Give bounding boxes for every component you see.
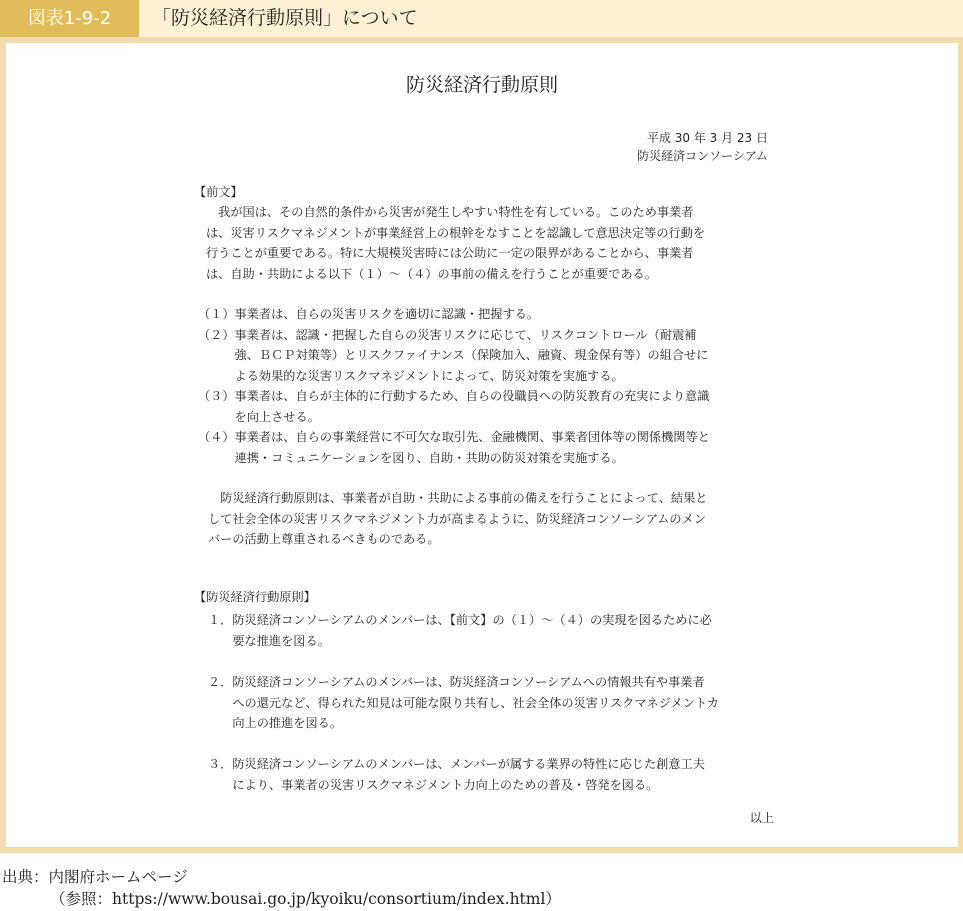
preamble-line: は、自助・共助による以下（１）～（４）の事前の備えを行うことが重要である。	[206, 266, 657, 281]
source-citation	[2, 866, 561, 910]
preamble-item-1	[198, 304, 710, 325]
preamble-line: 行うことが重要である。特に大規模災害時には公助に一定の限界があることから、事業者	[206, 246, 694, 260]
preamble-paragraph	[206, 202, 705, 284]
principle-line: ３．防災経済コンソーシアムのメンバーは、メンバーが属する業界の特性に応じた創意工夫	[208, 757, 705, 771]
principle-2	[208, 672, 719, 734]
preamble-item-line: 強、ＢＣＰ対策等）とリスクファイナンス（保険加入、融資、現金保有等）の組合せに	[198, 348, 709, 362]
source-reference-url: （参照：https://www.bousai.go.jp/kyoiku/consortium/index.html）	[50, 890, 561, 908]
document-page	[6, 43, 958, 847]
principle-line: ２．防災経済コンソーシアムのメンバーは、防災経済コンソーシアムへの情報共有や事業者	[208, 675, 705, 689]
principle-line: 要な推進を図る。	[208, 633, 330, 648]
preamble-item-line: よる効果的な災害リスクマネジメントによって、防災対策を実施する。	[198, 368, 624, 383]
source-line: 出典：内閣府ホームページ	[2, 868, 188, 886]
preamble-item-3	[198, 386, 710, 427]
preamble-item-line: を向上させる。	[198, 409, 320, 424]
preamble-item-line: 連携・コミュニケーションを図り、自助・共助の防災対策を実施する。	[198, 450, 624, 465]
principle-line: 向上の推進を図る。	[208, 716, 343, 730]
principle-line: １．防災経済コンソーシアムのメンバーは、【前文】の（１）～（４）の実現を図るために必	[208, 613, 712, 627]
principles-heading: 【防災経済行動原則】	[194, 590, 316, 604]
document-title: 防災経済行動原則	[405, 74, 558, 96]
principle-3	[208, 754, 705, 795]
figure-title: 「防災経済行動原則」について	[152, 7, 418, 29]
principle-line: により、事業者の災害リスクマネジメント力向上のための普及・啓発を図る。	[208, 777, 659, 792]
closing-line: バーの活動上尊重されるべきものである。	[208, 532, 440, 546]
preamble-item-2	[198, 325, 710, 387]
preamble-item-line: （２）事業者は、認識・把握した自らの災害リスクに応じて、リスクコントロール（耐震補	[198, 327, 697, 342]
principle-line: への還元など、得られた知見は可能な限り共有し、社会全体の災害リスクマネジメントカ	[208, 695, 719, 710]
preamble-item-list	[198, 304, 710, 468]
preamble-line: 我が国は、その自然的条件から災害が発生しやすい特性を有している。このため事業者	[206, 205, 694, 219]
preamble-closing	[208, 488, 707, 550]
end-mark: 以上	[749, 811, 774, 825]
preamble-item-line: （４）事業者は、自らの事業経営に不可欠な取引先、金融機関、事業者団体等の関係機関等と	[198, 430, 710, 444]
closing-line: して社会全体の災害リスクマネジメント力が高まるように、防災経済コンソーシアムのメン	[208, 511, 706, 526]
preamble-item-line: （３）事業者は、自らが主体的に行動するため、自らの役職員への防災教育の充実により意識	[198, 389, 710, 403]
principle-1	[208, 610, 712, 651]
document-frame	[0, 37, 963, 853]
document-date: 平成 30 年 3 月 23 日	[646, 131, 768, 145]
preamble-item-4	[198, 427, 710, 468]
figure-number-tag: 図表1-9-2	[0, 0, 139, 37]
document-organization: 防災経済コンソーシアム	[637, 149, 768, 163]
preamble-item-line: （１）事業者は、自らの災害リスクを適切に認識・把握する。	[198, 307, 540, 321]
preamble-heading: 【前文】	[194, 185, 243, 199]
preamble-line: は、災害リスクマネジメントが事業経営上の根幹をなすことを認識して意思決定等の行動を	[206, 225, 706, 240]
closing-line: 防災経済行動原則は、事業者が自助・共助による事前の備えを行うことによって、結果と	[208, 491, 708, 505]
figure-header	[0, 0, 963, 37]
preamble-section	[194, 182, 774, 862]
